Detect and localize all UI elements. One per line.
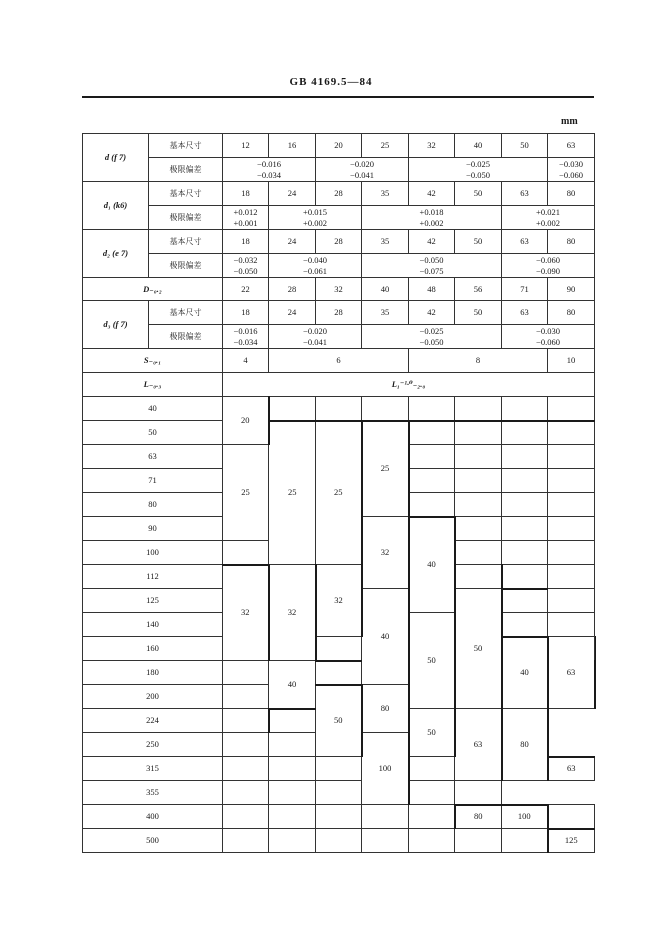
tol-lower: −0.050 — [419, 336, 444, 347]
cell: 50 — [502, 134, 548, 158]
cell: 4 — [223, 349, 269, 373]
empty-cell — [502, 421, 548, 445]
tol-upper: −0.040 — [303, 254, 327, 265]
basic-size-label: 基本尺寸 — [149, 301, 223, 325]
cell: 56 — [455, 278, 502, 301]
L-value: 100 — [83, 541, 223, 565]
L-value: 160 — [83, 637, 223, 661]
empty-cell — [409, 469, 455, 493]
tol-upper: −0.030 — [536, 325, 560, 336]
unit-label: mm — [561, 116, 578, 127]
L-value: 112 — [83, 565, 223, 589]
cell: 63 — [502, 301, 548, 325]
cell: 32 — [409, 134, 455, 158]
L1-cell: 80 — [502, 709, 548, 781]
empty-cell — [455, 469, 502, 493]
cell: 18 — [223, 230, 269, 254]
tol-cell — [362, 325, 502, 349]
tol-cell — [223, 158, 316, 182]
empty-cell — [455, 565, 502, 589]
L-value: 80 — [83, 493, 223, 517]
cell: 6 — [269, 349, 409, 373]
tol-cell — [502, 325, 595, 349]
cell: 50 — [455, 230, 502, 254]
tol-lower: +0.001 — [233, 217, 258, 228]
tol-cell — [223, 206, 269, 230]
L1-cell: 32 — [316, 565, 362, 637]
empty-cell — [269, 733, 316, 757]
empty-cell — [316, 757, 362, 781]
empty-cell — [409, 445, 455, 469]
empty-cell — [223, 757, 269, 781]
L1-cell: 25 — [362, 421, 409, 517]
cell: 48 — [409, 278, 455, 301]
empty-cell — [548, 445, 595, 469]
L-value: 400 — [83, 805, 223, 829]
tol-upper: +0.021 — [536, 206, 560, 217]
tol-upper: −0.050 — [419, 254, 444, 265]
tolerance-label: 极限偏差 — [149, 325, 223, 349]
empty-cell — [269, 709, 316, 733]
S-label: S₋₀.₁ — [83, 349, 223, 373]
cell: 24 — [269, 230, 316, 254]
L1-cell: 80 — [362, 685, 409, 733]
L-value: 250 — [83, 733, 223, 757]
tol-upper: −0.060 — [536, 254, 560, 265]
empty-cell — [502, 517, 548, 541]
L-row-400 — [83, 805, 595, 829]
header-rule — [82, 96, 594, 98]
tol-upper: −0.025 — [419, 325, 444, 336]
L-label: L₋₀.₃ — [83, 373, 223, 397]
tol-cell — [502, 206, 595, 230]
d2-e7-tol-row — [83, 254, 595, 278]
tol-upper: −0.016 — [233, 325, 258, 336]
L-row-500 — [83, 829, 595, 853]
tol-cell — [223, 325, 269, 349]
tol-upper: +0.018 — [419, 206, 444, 217]
L1-cell: 100 — [502, 805, 548, 829]
d3-f7-tol-row — [83, 325, 595, 349]
empty-cell — [223, 685, 269, 709]
d3-f7-basic-row — [83, 301, 595, 325]
L-row-40 — [83, 397, 595, 421]
empty-cell — [502, 445, 548, 469]
tol-lower: −0.034 — [233, 336, 258, 347]
L1-cell: 32 — [362, 517, 409, 589]
L-value: 125 — [83, 589, 223, 613]
tol-lower: −0.050 — [233, 265, 258, 276]
L1-cell: 50 — [409, 613, 455, 709]
tol-cell — [269, 325, 362, 349]
empty-cell — [409, 781, 455, 805]
empty-cell — [269, 781, 316, 805]
empty-cell — [316, 661, 362, 685]
tol-lower: +0.002 — [536, 217, 560, 228]
empty-cell — [455, 493, 502, 517]
L1-cell: 63 — [548, 757, 595, 781]
d1-k6-tol-row — [83, 206, 595, 230]
tolerance-label: 极限偏差 — [149, 254, 223, 278]
empty-cell — [269, 829, 316, 853]
cell: 71 — [502, 278, 548, 301]
L1-cell: 100 — [362, 733, 409, 805]
D-label: D₋₀.₂ — [83, 278, 223, 301]
cell: 63 — [502, 230, 548, 254]
cell: 32 — [316, 278, 362, 301]
page-header: GB 4169.5—84 — [289, 76, 373, 88]
cell: 90 — [548, 278, 595, 301]
tol-lower: −0.090 — [536, 265, 560, 276]
empty-cell — [502, 493, 548, 517]
tol-upper: −0.030 — [559, 158, 583, 169]
cell: 18 — [223, 301, 269, 325]
tol-cell — [223, 254, 269, 278]
cell: 28 — [316, 301, 362, 325]
d1-k6-basic-row — [83, 182, 595, 206]
L-row-112 — [83, 565, 595, 589]
L1-cell: 80 — [455, 805, 502, 829]
tol-upper: −0.016 — [257, 158, 281, 169]
cell: 42 — [409, 182, 455, 206]
empty-cell — [409, 829, 455, 853]
L-row-160 — [83, 637, 595, 661]
L-value: 140 — [83, 613, 223, 637]
empty-cell — [223, 541, 269, 565]
L-row-50 — [83, 421, 595, 445]
cell: 28 — [269, 278, 316, 301]
empty-cell — [502, 613, 548, 637]
L1-cell: 40 — [502, 637, 548, 709]
empty-cell — [455, 541, 502, 565]
tol-cell — [502, 254, 595, 278]
tol-lower: +0.002 — [303, 217, 327, 228]
empty-cell — [502, 397, 548, 421]
tol-lower: −0.061 — [303, 265, 327, 276]
L-value: 200 — [83, 685, 223, 709]
L1-cell: 25 — [223, 445, 269, 541]
cell: 8 — [409, 349, 548, 373]
cell: 24 — [269, 301, 316, 325]
empty-cell — [269, 757, 316, 781]
empty-cell — [362, 805, 409, 829]
cell: 63 — [548, 134, 595, 158]
empty-cell — [316, 805, 362, 829]
tol-cell — [269, 254, 362, 278]
cell: 28 — [316, 230, 362, 254]
tol-cell — [362, 206, 502, 230]
empty-cell — [455, 445, 502, 469]
empty-cell — [316, 397, 362, 421]
empty-cell — [455, 781, 502, 805]
cell: 22 — [223, 278, 269, 301]
L-value: 90 — [83, 517, 223, 541]
empty-cell — [548, 397, 595, 421]
L-value: 224 — [83, 709, 223, 733]
cell: 42 — [409, 230, 455, 254]
tol-lower: −0.050 — [466, 169, 490, 180]
tol-lower: −0.041 — [303, 336, 327, 347]
cell: 50 — [455, 301, 502, 325]
empty-cell — [502, 541, 548, 565]
empty-cell — [548, 565, 595, 589]
empty-cell — [223, 805, 269, 829]
L1-cell: 32 — [269, 565, 316, 661]
L1-cell: 63 — [455, 709, 502, 781]
d1-k6-label: d₁ (k6) — [83, 182, 149, 230]
cell: 25 — [362, 134, 409, 158]
empty-cell — [409, 493, 455, 517]
tol-cell — [269, 206, 362, 230]
tol-lower: +0.002 — [419, 217, 444, 228]
D-row — [83, 278, 595, 301]
L-value: 180 — [83, 661, 223, 685]
empty-cell — [223, 661, 269, 685]
L-value: 315 — [83, 757, 223, 781]
empty-cell — [548, 805, 595, 829]
tol-upper: +0.012 — [233, 206, 258, 217]
cell: 80 — [548, 230, 595, 254]
cell: 18 — [223, 182, 269, 206]
cell: 63 — [502, 182, 548, 206]
cell: 35 — [362, 230, 409, 254]
d2-e7-basic-row — [83, 230, 595, 254]
tol-upper: −0.020 — [350, 158, 374, 169]
L-row-355 — [83, 781, 595, 805]
L-value: 355 — [83, 781, 223, 805]
empty-cell — [269, 805, 316, 829]
cell: 40 — [362, 278, 409, 301]
tolerance-label: 极限偏差 — [149, 158, 223, 182]
empty-cell — [548, 613, 595, 637]
L1-cell: 40 — [409, 517, 455, 613]
d-f7-label: d (f 7) — [83, 134, 149, 182]
dimension-table — [82, 133, 595, 853]
empty-cell — [223, 829, 269, 853]
cell: 40 — [455, 134, 502, 158]
L1-cell: 40 — [362, 589, 409, 685]
empty-cell — [316, 829, 362, 853]
empty-cell — [548, 541, 595, 565]
L1-cell: 40 — [269, 661, 316, 709]
L1-cell: 125 — [548, 829, 595, 853]
d3-f7-label: d₃ (f 7) — [83, 301, 149, 349]
d2-e7-label: d₂ (e 7) — [83, 230, 149, 278]
empty-cell — [362, 397, 409, 421]
tolerance-label: 极限偏差 — [149, 206, 223, 230]
L1-label: L₁⁻¹·⁰₋₂.₀ — [223, 373, 595, 397]
tol-lower: −0.034 — [257, 169, 281, 180]
empty-cell — [409, 805, 455, 829]
empty-cell — [548, 469, 595, 493]
L1-cell: 32 — [223, 565, 269, 661]
cell: 35 — [362, 301, 409, 325]
empty-cell — [502, 469, 548, 493]
tol-cell — [409, 158, 548, 182]
cell: 80 — [548, 301, 595, 325]
tol-lower: −0.041 — [350, 169, 374, 180]
S-row — [83, 349, 595, 373]
cell: 50 — [455, 182, 502, 206]
empty-cell — [409, 421, 455, 445]
cell: 24 — [269, 182, 316, 206]
L1-cell: 25 — [316, 421, 362, 565]
L1-cell: 25 — [269, 421, 316, 565]
L1-cell: 50 — [455, 589, 502, 709]
empty-cell — [269, 397, 316, 421]
empty-cell — [502, 829, 548, 853]
basic-size-label: 基本尺寸 — [149, 182, 223, 206]
L-value: 63 — [83, 445, 223, 469]
empty-cell — [455, 397, 502, 421]
tol-upper: +0.015 — [303, 206, 327, 217]
empty-cell — [455, 829, 502, 853]
empty-cell — [223, 733, 269, 757]
basic-size-label: 基本尺寸 — [149, 134, 223, 158]
L1-cell: 20 — [223, 397, 269, 445]
tol-cell — [548, 158, 595, 182]
empty-cell — [502, 589, 548, 613]
empty-cell — [548, 517, 595, 541]
L-value: 40 — [83, 397, 223, 421]
tol-cell — [316, 158, 409, 182]
empty-cell — [502, 565, 548, 589]
cell: 20 — [316, 134, 362, 158]
cell: 12 — [223, 134, 269, 158]
L-value: 50 — [83, 421, 223, 445]
tol-upper: −0.025 — [466, 158, 490, 169]
cell: 80 — [548, 182, 595, 206]
empty-cell — [409, 397, 455, 421]
empty-cell — [316, 637, 362, 661]
tol-lower: −0.060 — [559, 169, 583, 180]
empty-cell — [223, 709, 269, 733]
cell: 10 — [548, 349, 595, 373]
tol-upper: −0.032 — [233, 254, 258, 265]
cell: 28 — [316, 182, 362, 206]
tol-lower: −0.075 — [419, 265, 444, 276]
empty-cell — [362, 829, 409, 853]
basic-size-label: 基本尺寸 — [149, 230, 223, 254]
L1-cell: 63 — [548, 637, 595, 709]
d-f7-tol-row — [83, 158, 595, 182]
empty-cell — [548, 493, 595, 517]
tol-upper: −0.020 — [303, 325, 327, 336]
cell: 42 — [409, 301, 455, 325]
L-value: 500 — [83, 829, 223, 853]
tol-cell — [362, 254, 502, 278]
empty-cell — [316, 781, 362, 805]
empty-cell — [548, 421, 595, 445]
cell: 35 — [362, 182, 409, 206]
cell: 16 — [269, 134, 316, 158]
empty-cell — [455, 517, 502, 541]
empty-cell — [548, 589, 595, 613]
L-value: 71 — [83, 469, 223, 493]
tol-lower: −0.060 — [536, 336, 560, 347]
empty-cell — [223, 781, 269, 805]
d-f7-basic-row — [83, 134, 595, 158]
L1-cell: 50 — [316, 685, 362, 757]
L1-cell: 50 — [409, 709, 455, 757]
empty-cell — [409, 757, 455, 781]
L-header-row — [83, 373, 595, 397]
empty-cell — [455, 421, 502, 445]
